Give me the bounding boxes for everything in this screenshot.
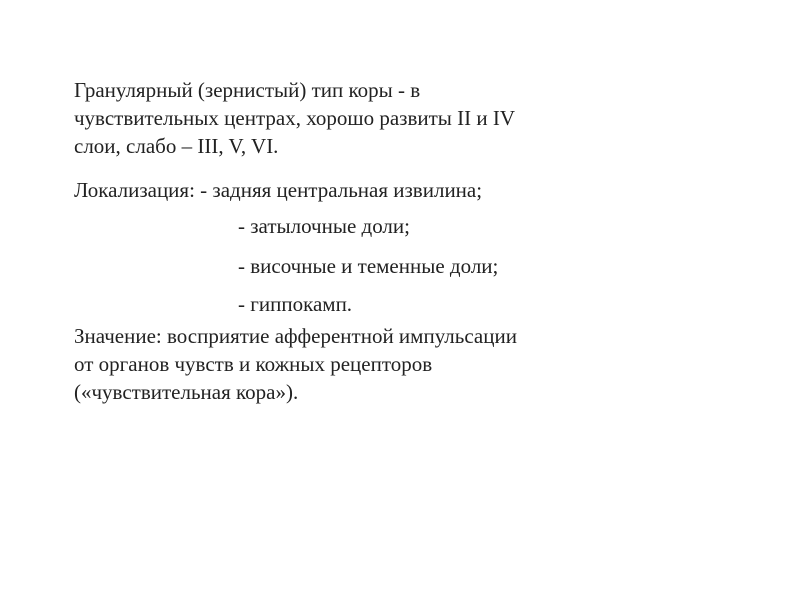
localization-item-hippocampus: - гиппокамп. [238,292,353,316]
granular-type-paragraph [74,76,694,160]
localization-item-occipital: - затылочные доли; [238,214,410,238]
paragraph-line: Гранулярный (зернистый) тип коры - в [74,78,421,102]
paragraph-line: чувствительных центрах, хорошо развиты II и IV [74,106,516,130]
paragraph-line: («чувствительная кора»). [74,380,299,404]
paragraph-line: Значение: восприятие афферентной импульсации [74,324,517,348]
paragraph-line: от органов чувств и кожных рецепторов [74,352,433,376]
meaning-paragraph [74,322,694,406]
paragraph-line: слои, слабо – III, V, VI. [74,134,279,158]
localization-item-temporal-parietal: - височные и теменные доли; [238,254,499,278]
localization-heading: Локализация: - задняя центральная извилина; [74,178,483,202]
